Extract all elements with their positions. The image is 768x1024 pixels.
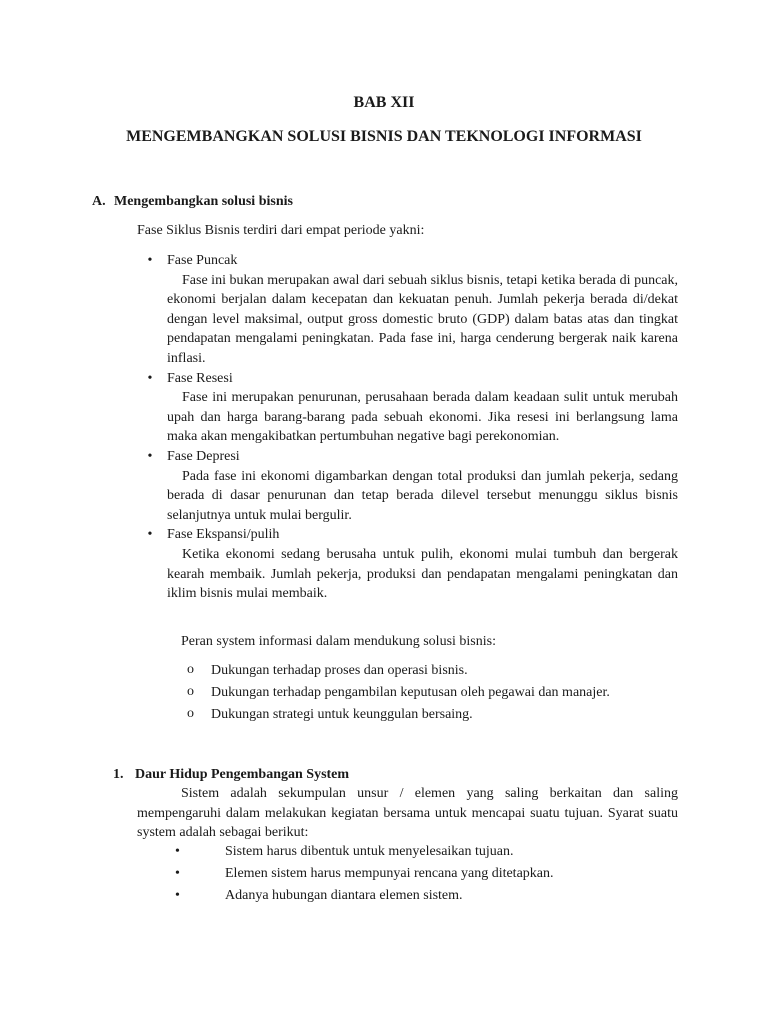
phase-description: Fase ini merupakan penurunan, perusahaan berada dalam keadaan sulit untuk merubah upah dan harga barang-barang pada sebuah ekonomi. Jika resesi ini berlangsung lama maka akan mengakibatkan pertumbuhan negative bagi perekonomian. [167, 390, 678, 445]
bullet-icon: • [147, 527, 153, 543]
circle-bullet-icon: o [187, 662, 194, 677]
list-item [143, 251, 678, 369]
phase-name: Fase Depresi [167, 448, 240, 464]
phase-description: Pada fase ini ekonomi digambarkan dengan total produksi dan jumlah pekerja, sedang berada di dasar penurunan dan tetap berada dilevel tersebut menunggu siklus bisnis selanjutnya untuk mulai bergulir. [167, 468, 678, 523]
section-1-heading [113, 765, 349, 785]
phase-name: Fase Ekspansi/pulih [167, 527, 280, 543]
system-requirements-list [175, 842, 554, 908]
bullet-icon: • [147, 253, 153, 268]
phase-description: Fase ini bukan merupakan awal dari sebuah siklus bisnis, tetapi ketika berada di puncak, ekonomi berjalan dalam kecepatan dan kekuatan penuh. Jumlah pekerja berada di/dekat dengan level maksimal, output gross domestic bruto (GDP) dalam batas atas dan tingkat pendapatan mengalami peningkatan. Pada fase ini, harga cenderung bergerak naik karena inflasi. [167, 272, 678, 366]
peran-item-text: Dukungan strategi untuk keunggulan bersaing. [211, 707, 473, 722]
peran-item-text: Dukungan terhadap proses dan operasi bisnis. [211, 663, 468, 678]
requirement-text: Sistem harus dibentuk untuk menyelesaikan tujuan. [225, 844, 514, 859]
requirement-text: Elemen sistem harus mempunyai rencana yang ditetapkan. [225, 866, 554, 881]
list-item [181, 683, 610, 705]
requirement-text: Adanya hubungan diantara elemen sistem. [225, 888, 463, 903]
bullet-icon: • [175, 888, 180, 903]
section-1-label: 1. [113, 767, 124, 782]
section-a-heading [92, 192, 293, 212]
circle-bullet-icon: o [187, 706, 194, 721]
section-a-intro: Fase Siklus Bisnis terdiri dari empat periode yakni: [137, 223, 425, 238]
bullet-icon: • [175, 844, 180, 859]
peran-intro: Peran system informasi dalam mendukung solusi bisnis: [181, 634, 496, 649]
phase-name: Fase Puncak [167, 253, 238, 268]
peran-item-text: Dukungan terhadap pengambilan keputusan oleh pegawai dan manajer. [211, 685, 610, 700]
section-a-label: A. [92, 194, 106, 209]
list-item [143, 525, 678, 603]
phase-name: Fase Resesi [167, 370, 233, 386]
list-item [143, 369, 678, 447]
bullet-icon: • [147, 448, 153, 464]
bullet-icon: • [147, 370, 153, 386]
page-title: MENGEMBANGKAN SOLUSI BISNIS DAN TEKNOLOGI INFORMASI [126, 128, 642, 145]
phase-list [143, 251, 678, 604]
section-a-title: Mengembangkan solusi bisnis [114, 194, 293, 209]
list-item [181, 661, 610, 683]
list-item [175, 886, 554, 908]
section-1-title: Daur Hidup Pengembangan System [135, 767, 350, 782]
bullet-icon: • [175, 866, 180, 881]
list-item [181, 705, 610, 727]
list-item [175, 842, 554, 864]
chapter-heading: BAB XII [353, 94, 415, 111]
peran-list [181, 661, 610, 727]
list-item [143, 447, 678, 525]
section-1-body: Sistem adalah sekumpulan unsur / elemen yang saling berkaitan dan saling mempengaruhi dalam melakukan kegiatan bersama untuk mencapai suatu tujuan. Syarat suatu system adalah sebagai berikut: [137, 786, 678, 841]
phase-description: Ketika ekonomi sedang berusaha untuk pulih, ekonomi mulai tumbuh dan bergerak kearah membaik. Jumlah pekerja, produksi dan pendapatan mengalami peningkatan dan iklim bisnis mulai membaik. [167, 546, 678, 602]
circle-bullet-icon: o [187, 684, 194, 699]
list-item [175, 864, 554, 886]
